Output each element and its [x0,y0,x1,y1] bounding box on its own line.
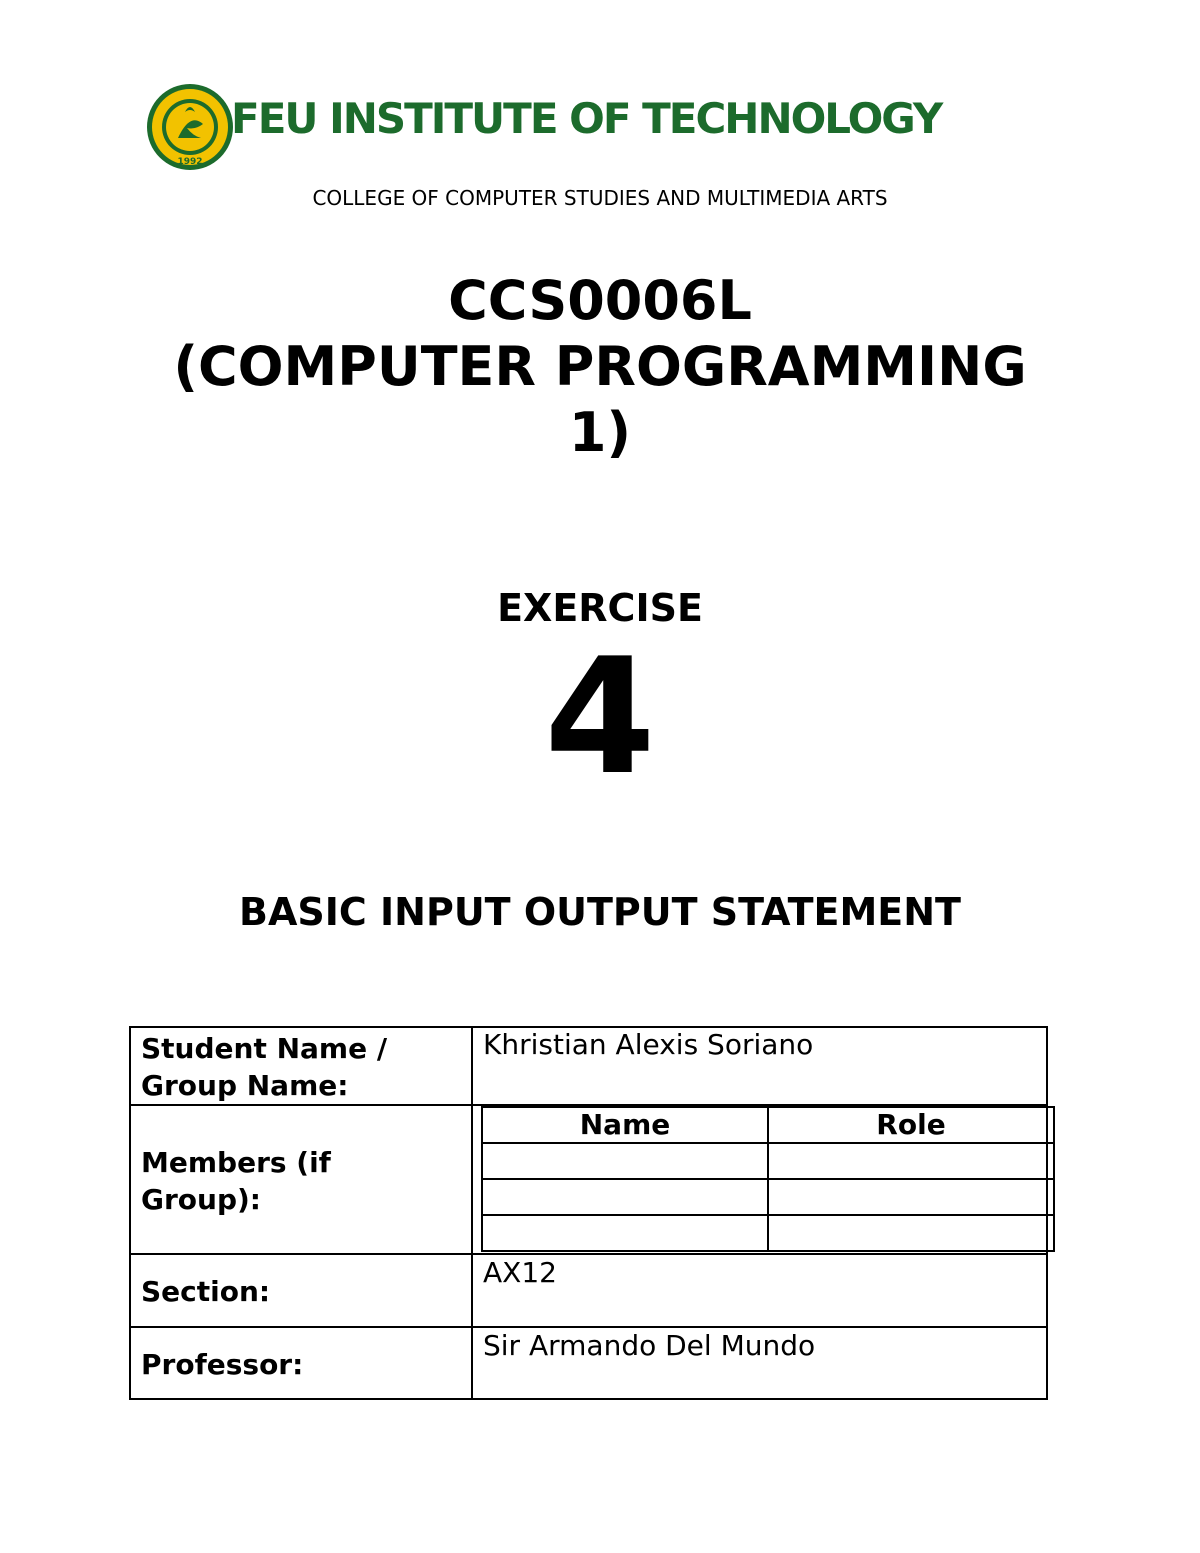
exercise-label: EXERCISE [497,586,703,630]
member-role-cell[interactable] [768,1215,1054,1251]
members-row-1 [482,1143,1054,1179]
section-label: Section: [130,1254,472,1327]
member-name-cell[interactable] [482,1179,768,1215]
student-label-line2: Group Name: [141,1069,349,1102]
professor-value[interactable]: Sir Armando Del Mundo [472,1327,1047,1399]
student-label-line1: Student Name / [141,1032,388,1065]
members-role-header: Role [768,1107,1054,1143]
member-role-cell[interactable] [768,1179,1054,1215]
member-name-cell[interactable] [482,1143,768,1179]
members-cell [472,1105,1047,1254]
members-row-2 [482,1179,1054,1215]
student-info-table [129,1026,1048,1400]
exercise-number: 4 [544,623,656,810]
members-table [481,1106,1055,1252]
members-name-header: Name [482,1107,768,1143]
exercise-topic: BASIC INPUT OUTPUT STATEMENT [239,890,961,934]
members-label-line2: Group): [141,1182,261,1216]
professor-label: Professor: [130,1327,472,1399]
professor-row [130,1327,1047,1399]
members-row-3 [482,1215,1054,1251]
college-name: COLLEGE OF COMPUTER STUDIES AND MULTIMEDIA ARTS [312,186,888,210]
course-title [100,268,1100,466]
section-row [130,1254,1047,1327]
members-row [130,1105,1047,1254]
course-name-line2: 1) [568,401,632,464]
section-value[interactable]: AX12 [472,1254,1047,1327]
institution-header [145,72,1025,182]
member-role-cell[interactable] [768,1143,1054,1179]
course-code: CCS0006L [448,269,752,332]
student-name-label [130,1027,472,1105]
members-label-line1: Members (if [141,1145,331,1179]
member-name-cell[interactable] [482,1215,768,1251]
members-header-row [482,1107,1054,1143]
course-name-line1: (COMPUTER PROGRAMMING [173,335,1027,398]
members-label [130,1105,472,1254]
seal-year: 1992 [177,157,203,167]
student-name-value[interactable]: Khristian Alexis Soriano [472,1027,1047,1105]
student-name-row [130,1027,1047,1105]
institution-name: FEU INSTITUTE OF TECHNOLOGY [231,94,942,143]
